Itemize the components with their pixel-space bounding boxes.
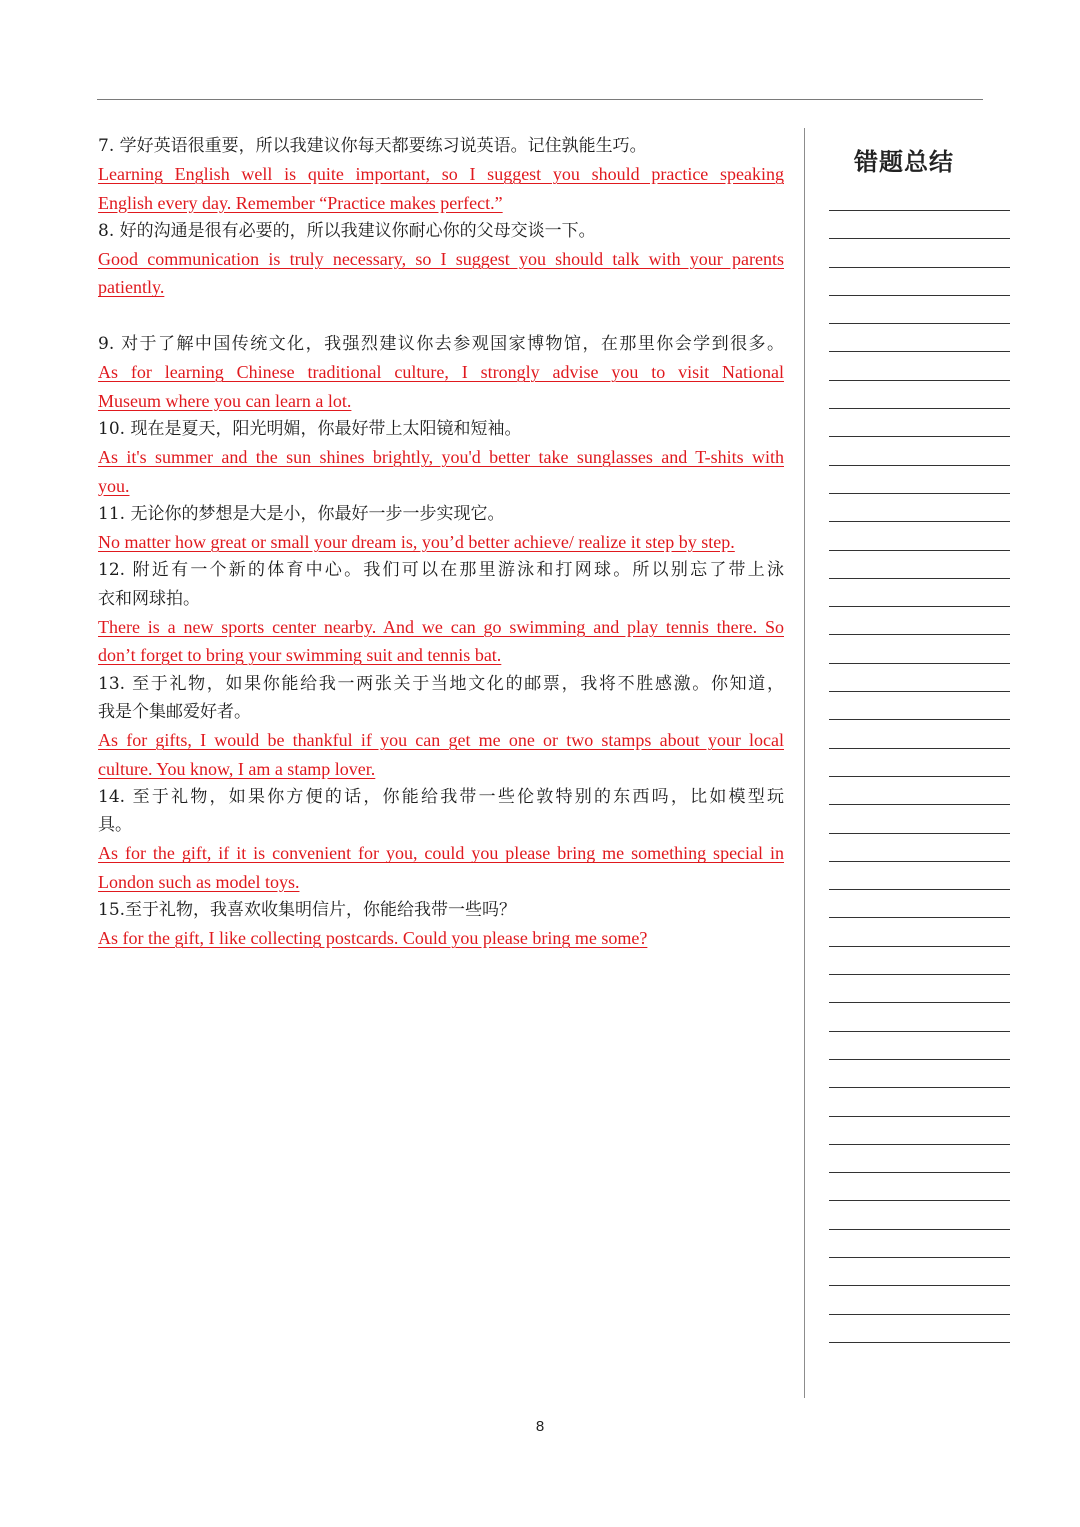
english-answer-line: Learning English well is quite important, so I suggest you should practice speaking [98, 164, 784, 185]
note-line [829, 493, 1010, 521]
note-line [829, 917, 1010, 945]
english-answer-line: don’t forget to bring your swimming suit and tennis bat. [98, 645, 502, 666]
note-line [829, 380, 1010, 408]
english-answer-line: As it's summer and the sun shines brightly, you'd better take sunglasses and T-shits with [98, 447, 784, 468]
note-line [829, 1257, 1010, 1285]
english-answer-line: English every day. Remember “Practice makes perfect.” [98, 192, 503, 213]
note-line [829, 351, 1010, 379]
english-answer-line: London such as model toys. [98, 871, 300, 892]
note-line [829, 323, 1010, 351]
note-line [829, 1342, 1010, 1370]
note-line [829, 776, 1010, 804]
exercise-text [98, 132, 784, 953]
note-line [829, 578, 1010, 606]
note-line [829, 1059, 1010, 1087]
note-line [829, 861, 1010, 889]
note-line [829, 1031, 1010, 1059]
english-answer-line: As for gifts, I would be thankful if you can get me one or two stamps about your local [98, 730, 784, 751]
note-line [829, 1200, 1010, 1228]
note-line [829, 748, 1010, 776]
notes-lines [829, 210, 1010, 1370]
english-answer-line: Good communication is truly necessary, so I suggest you should talk with your parents [98, 249, 784, 270]
note-line [829, 465, 1010, 493]
note-line [829, 408, 1010, 436]
chinese-prompt-line: 15.至于礼物，我喜欢收集明信片，你能给我带一些吗？ [98, 900, 517, 921]
note-line [829, 663, 1010, 691]
chinese-prompt-line: 7. 学好英语很重要，所以我建议你每天都要练习说英语。记住孰能生巧。 [98, 136, 647, 156]
english-answer-line: patiently. [98, 277, 165, 298]
note-line [829, 210, 1010, 238]
english-answer-line: Museum where you can learn a lot. [98, 390, 352, 411]
note-line [829, 889, 1010, 917]
note-line [829, 719, 1010, 747]
page-number: 8 [535, 1418, 545, 1435]
note-line [829, 1229, 1010, 1257]
note-line [829, 606, 1010, 634]
chinese-prompt-line: 10. 现在是夏天，阳光明媚，你最好带上太阳镜和短袖。 [98, 418, 522, 439]
note-line [829, 1116, 1010, 1144]
chinese-prompt-line: 具。 [98, 815, 132, 836]
english-answer-line: As for learning Chinese traditional culture, I strongly advise you to visit National [98, 362, 784, 383]
note-line [829, 295, 1010, 323]
note-line [829, 521, 1010, 549]
note-line [829, 804, 1010, 832]
note-line [829, 974, 1010, 1002]
english-answer-line: culture. You know, I am a stamp lover. [98, 758, 376, 779]
english-answer-line: As for the gift, if it is convenient for you, could you please bring me something special in [98, 843, 784, 864]
chinese-prompt-line: 我是个集邮爱好者。 [98, 701, 251, 722]
note-line [829, 833, 1010, 861]
note-line [829, 1144, 1010, 1172]
note-line [829, 634, 1010, 662]
note-line [829, 691, 1010, 719]
column-divider [804, 128, 805, 1398]
note-line [829, 238, 1010, 266]
chinese-prompt-line: 13. 至于礼物，如果你能给我一两张关于当地文化的邮票，我将不胜感激。你知道， [98, 673, 784, 694]
english-answer-line: you. [98, 475, 130, 496]
note-line [829, 267, 1010, 295]
note-line [829, 1172, 1010, 1200]
chinese-prompt-line: 衣和网球拍。 [98, 588, 200, 609]
note-line [829, 1002, 1010, 1030]
mistakes-summary-title: 错题总结 [854, 148, 954, 176]
english-answer-line: There is a new sports center nearby. And we can go swimming and play tennis there. So [98, 617, 784, 638]
chinese-prompt-line: 8. 好的沟通是很有必要的，所以我建议你耐心你的父母交谈一下。 [98, 220, 596, 241]
english-answer-line: No matter how great or small your dream is, you’d better achieve/ realize it step by step. [98, 532, 735, 553]
note-line [829, 1087, 1010, 1115]
blank-line [98, 302, 784, 330]
note-line [829, 1285, 1010, 1313]
note-line [829, 1314, 1010, 1342]
english-answer-line: As for the gift, I like collecting postcards. Could you please bring me some? [98, 928, 648, 949]
note-line [829, 436, 1010, 464]
chinese-prompt-line: 9. 对于了解中国传统文化，我强烈建议你去参观国家博物馆，在那里你会学到很多。 [98, 334, 784, 355]
chinese-prompt-line: 14. 至于礼物，如果你方便的话，你能给我带一些伦敦特别的东西吗，比如模型玩 [98, 786, 784, 807]
chinese-prompt-line: 12. 附近有一个新的体育中心。我们可以在那里游泳和打网球。所以别忘了带上泳 [98, 560, 784, 581]
header-rule [97, 99, 983, 100]
chinese-prompt-line: 11. 无论你的梦想是大是小，你最好一步一步实现它。 [98, 503, 505, 524]
note-line [829, 946, 1010, 974]
note-line [829, 550, 1010, 578]
